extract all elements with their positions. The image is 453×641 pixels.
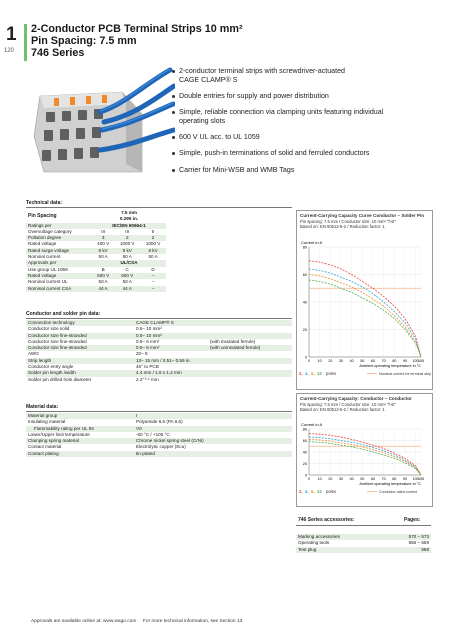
cell: 50 A [114,279,140,285]
chart-plot [297,419,432,505]
row-value: V0 [134,426,292,432]
legend-entry-6: 6, [311,371,315,376]
x-axis-label: Ambient operating temperature in °C [359,364,421,368]
feature-item [172,133,260,142]
x-tick-label: 30 [339,359,343,363]
row-label: Connection technology [26,320,134,326]
feature-text: operating slots [179,117,226,125]
bullet-icon [172,169,175,172]
approvals-std: UL/CSA [92,260,166,266]
series-line-12 [309,442,421,475]
x-tick-label: 50 [360,477,365,481]
material-rule [26,411,292,412]
y-axis-label: Current in A [301,240,323,245]
feature-item [179,76,237,85]
x-tick-label: 50 [360,359,365,363]
accessories-pages-label: Pages: [404,517,421,523]
x-tick-label: 100 [412,477,419,481]
conductor-heading: Conductor and solder pin data: [26,311,101,317]
cell: 1000 V [114,241,140,247]
row-value: Electrolytic copper (Ecu) [134,444,292,450]
cell: 600 V [114,273,140,279]
legend-suffix: poles [326,371,337,376]
row-label: Solder pin length /width [26,370,134,376]
row-pages: 570 – 573 [384,534,431,540]
x-tick-label: 70 [381,359,386,363]
row-label: Conductor size solid [26,326,134,332]
row-label: Rated voltage [26,241,92,247]
feature-item [172,67,345,76]
row-label: Material group [26,413,134,419]
feature-item [172,92,329,101]
row-pages: 568 [384,547,431,553]
x-tick-label: 0 [308,359,310,363]
row-value: CAGE CLAMP® S [134,320,208,326]
x-axis-label: Ambient operating temperature in °C [359,482,421,486]
legend-entry-6: 6, [311,489,315,494]
y-tick-label: 80 [302,245,307,250]
title-line-2: Pin Spacing: 7.5 mm [31,34,137,47]
row-label: Nominal current UL [26,279,92,285]
section-tab [0,24,20,60]
cell: D [140,267,166,273]
row-label: Conductor entry angle [26,364,134,370]
row-label: Overvoltage category [26,229,92,235]
chart-subtitle: Pin spacing: 7.5 mm / Conductor size: 10 mm² "f-st" [300,401,396,407]
feature-item [179,117,225,126]
y-tick-label: 20 [302,328,307,332]
row-value: 45° to PCB [134,364,208,370]
row-label: AWG [26,351,134,357]
y-tick-label: 0 [304,473,307,478]
row-note: (with uninsulated ferrule) [208,345,292,351]
cell: – [140,286,166,292]
bullet-icon [172,152,175,155]
title-line-1: 2-Conductor PCB Terminal Strips 10 mm² [31,23,243,35]
chart-solder-pin [296,210,433,390]
row-label: Test plug [296,547,384,553]
bullet-icon [172,95,175,98]
feature-item [172,149,369,158]
footer-left: Approvals are available online at: www.wago.com [31,619,137,624]
cell: 600 V [92,273,114,279]
cell: 400 V [92,241,114,247]
cell: III [114,229,140,235]
row-label: Lower/Upper limit temperature [26,432,134,438]
x-tick-label: 20 [328,359,333,363]
ratings-std: IEC/EN 60664-1 [92,223,166,229]
row-value: 0.5– 10 mm² [134,326,208,332]
pin-spacing-label: Pin Spacing [26,210,92,223]
feature-text: Carrier for Mini-WSB and WMB Tags [179,166,295,174]
feature-text: Double entries for supply and power distribution [179,92,329,100]
y-tick-label: 0 [304,355,307,360]
cell: – [140,273,166,279]
material-heading: Material data: [26,404,59,410]
x-tick-label: 40 [349,477,354,481]
cell: III [92,229,114,235]
cell: 44 A [92,286,114,292]
row-label: Rated voltage [26,273,92,279]
conductor-rule [26,318,292,319]
cell: 44 A [114,286,140,292]
bullet-icon [172,70,175,73]
cell: B [92,267,114,273]
x-tick-label: 30 [339,477,343,481]
cell: 3 [92,235,114,241]
x-tick-label: 90 [403,477,407,481]
chart-subtitle: Based on: EN 60512-5-2 / Reduction factor: 1 [300,223,385,229]
x-tick-label: 100 [412,359,419,363]
row-label: Strip length [26,358,134,364]
accessories-heading: 746 Series accessories: [298,517,355,523]
series-line-6 [309,439,421,475]
x-tick-label: 10 [317,477,322,481]
page-number: 120 [4,48,15,54]
row-note [208,377,292,383]
x-tick-label: 70 [381,477,386,481]
row-value: 0.5– 6 mm² [134,345,208,351]
legend-entry-2: 2, [299,371,303,376]
feature-text: Simple, push-in terminations of solid and ferruled conductors [179,149,370,157]
chart-plot [297,237,432,387]
cell: – [140,279,166,285]
row-label: Use group UL 1059 [26,267,92,273]
feature-text: CAGE CLAMP® S [179,76,238,84]
material-table [26,413,292,457]
approvals-label: Approvals per [26,260,92,266]
cell: 2 [140,235,166,241]
x-tick-label: 60 [371,477,375,481]
feature-item [172,166,294,175]
y-tick-label: 20 [302,462,307,466]
bullet-icon [172,136,175,139]
x-tick-label: 105 [418,477,424,481]
row-label: Conductor size fine-stranded [26,339,134,345]
x-tick-label: 80 [392,359,397,363]
row-value: 4.4 mm / 1.6 x 1.2 mm [134,370,208,376]
x-tick-label: 40 [349,359,354,363]
x-tick-label: 0 [308,477,310,481]
series-line-4 [309,269,421,357]
row-label: Pollution degree [26,235,92,241]
feature-item [172,108,383,117]
table-row [26,451,292,457]
legend-entry-4: 4, [305,371,309,376]
chart-title: Current-Carrying Capacity: Conductor – Conductor [300,396,412,401]
accessories-table [296,534,431,553]
ratings-label: Ratings per [26,223,92,229]
section-number: 1 [6,24,17,45]
row-value: Chrome nickel spring steel (CrNi) [134,438,292,444]
cell: 1000 V [140,241,166,247]
row-label: Nominal current CSA [26,286,92,292]
y-tick-label: 60 [302,439,307,443]
technical-rule [26,207,292,208]
series-line-12 [309,280,421,357]
pin-spacing-in: 0.295 in. [92,216,166,222]
row-label: Nominal current [26,254,92,260]
row-value: 20– 8 [134,351,208,357]
row-label: Solder pin drilled hole diameter [26,377,134,383]
row-note: (with insulated ferrule) [208,339,292,345]
x-tick-label: 105 [418,359,424,363]
table-row [26,286,166,292]
cell: 50 A [92,254,114,260]
row-value: 13– 15 mm / 0.51– 0.59 in. [134,358,208,364]
technical-table [26,210,166,292]
legend-suffix: poles [326,489,337,494]
product-image [30,64,175,174]
row-label: Rated surge voltage [26,248,92,254]
x-tick-label: 90 [403,359,407,363]
row-label: Marking accessories [296,534,384,540]
cell: C [114,267,140,273]
x-tick-label: 20 [328,477,333,481]
legend-nominal-label: Conductor rated current [379,490,417,494]
technical-heading: Technical data: [26,200,63,206]
table-row [26,345,292,351]
feature-text: 2-conductor terminal strips with screwdriver-actuated [179,67,345,75]
legend-entry-2: 2, [299,489,303,494]
table-row [26,377,292,383]
y-tick-label: 40 [302,300,307,305]
cell: 8 kV [140,248,166,254]
conductor-table [26,320,292,383]
y-tick-label: 80 [302,427,307,432]
legend-nominal-label: Nominal current for terminal strip [379,372,432,376]
row-value: 0.5– 6 mm² [134,339,208,345]
chart-subtitle: Pin spacing: 7.5 mm / Conductor size: 10 mm² "f-st" [300,218,396,224]
cell: 50 A [92,279,114,285]
row-label: Flammability rating per UL 94 [26,426,134,432]
row-value: I [134,413,292,419]
chart-title: Current-Carrying Capacity Curve Conductor – Solder Pin [300,213,425,218]
x-tick-label: 80 [392,477,397,481]
cell: 2 [114,235,140,241]
row-label: Conductor size fine-stranded [26,345,134,351]
footer-right: For more technical information, see Section 13. [143,619,244,624]
pin-spacing-mm: 7.5 mm [92,210,166,216]
row-label: Contact plating [26,451,134,457]
series-line-6 [309,275,421,358]
x-tick-label: 60 [371,359,375,363]
green-bar [24,24,27,61]
page-title [31,24,243,59]
row-label: Clamping spring material [26,438,134,444]
cell: II [140,229,166,235]
row-label: Operating tools [296,540,384,546]
row-label: Conductor size fine-stranded [26,333,134,339]
row-value: 0.5– 10 mm² [134,333,208,339]
legend-entry-12: 12 [317,371,322,376]
legend-entry-12: 12 [317,489,322,494]
accessories-rule [296,525,431,526]
series-line-2 [309,434,421,475]
series-line-2 [309,261,421,357]
chart-subtitle: Based on: EN 60512-5-2 / Reduction factor: 1 [300,406,385,412]
row-label: Contact material [26,444,134,450]
cell: 8 kV [92,248,114,254]
feature-text: 600 V UL acc. to UL 1059 [179,133,260,141]
chart-conductor [296,393,433,507]
cell: 50 A [140,254,166,260]
y-tick-label: 40 [302,450,307,455]
legend-entry-4: 4, [305,489,309,494]
row-pages: 556 – 559 [384,540,431,546]
row-label: Insulating material [26,419,134,425]
cell: 8 kV [114,248,140,254]
y-tick-label: 60 [302,273,307,277]
table-row [296,547,431,553]
x-tick-label: 10 [317,359,322,363]
row-value: 2.2⁺⁰·¹ mm [134,377,208,383]
row-value: Polyamide 6.6 (PA 6.6) [134,419,292,425]
row-value: -60 °C / +105 °C [134,432,292,438]
y-axis-label: Current in A [301,422,323,427]
row-value: tin-plated [134,451,292,457]
bullet-icon [172,111,175,114]
title-line-3: 746 Series [31,46,85,59]
feature-text: Simple, reliable connection via clamping units featuring individual [179,108,384,116]
cell: 50 A [114,254,140,260]
